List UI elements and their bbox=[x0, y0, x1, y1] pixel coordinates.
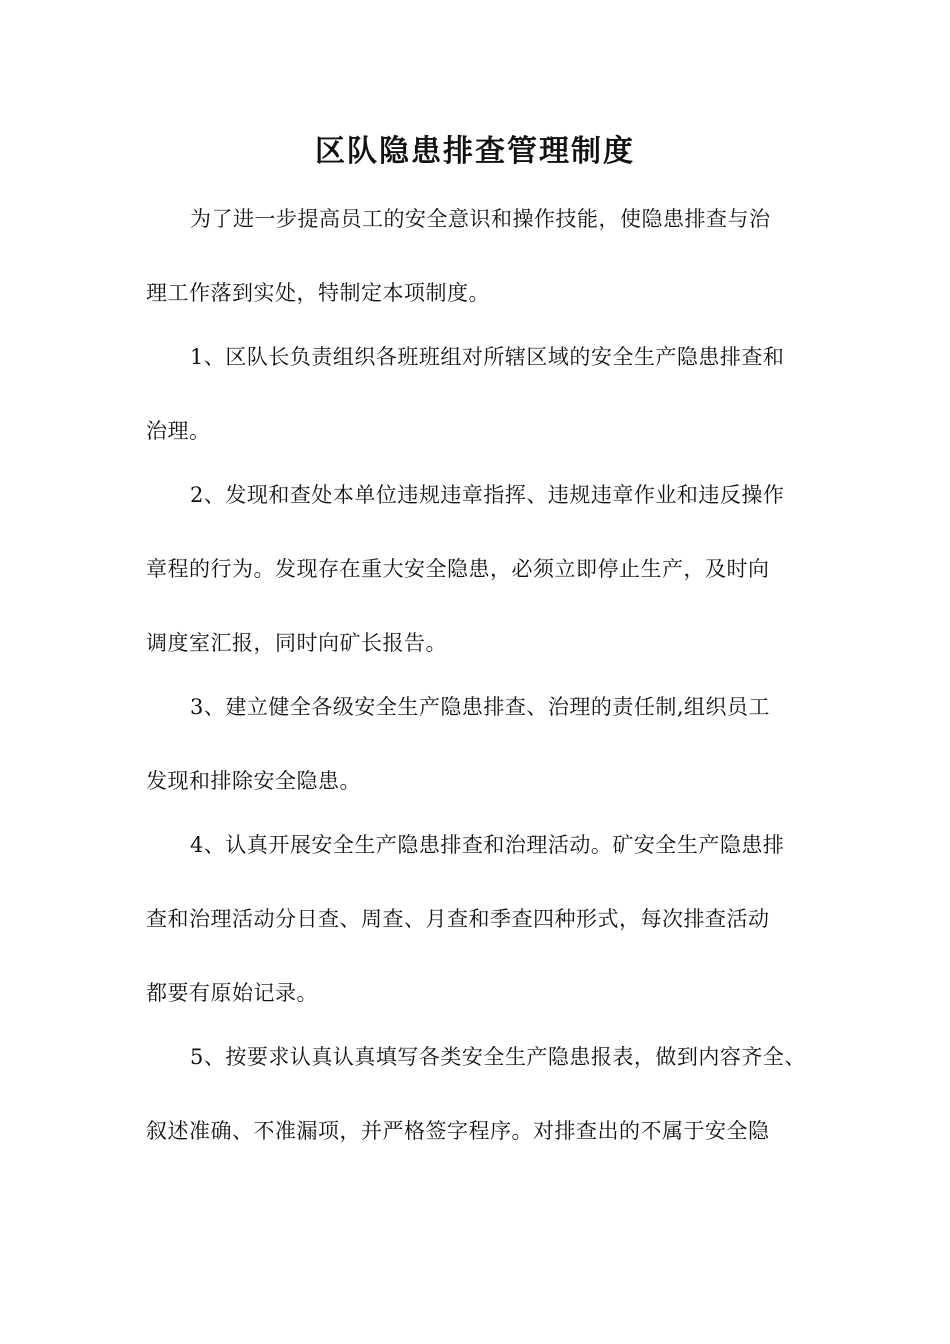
text-line: 4、认真开展安全生产隐患排查和治理活动。矿安全生产隐患排 bbox=[190, 833, 785, 857]
text-line: 调度室汇报，同时向矿长报告。 bbox=[146, 631, 447, 655]
text-line: 章程的行为。发现存在重大安全隐患，必须立即停止生产，及时向 bbox=[146, 557, 770, 581]
text-line: 治理。 bbox=[146, 419, 211, 443]
text-line: 叙述准确、不准漏项，并严格签字程序。对排查出的不属于安全隐 bbox=[146, 1119, 770, 1143]
text-line: 发现和排除安全隐患。 bbox=[146, 769, 361, 793]
text-line: 都要有原始记录。 bbox=[146, 981, 318, 1005]
text-line: 1、区队长负责组织各班班组对所辖区域的安全生产隐患排查和 bbox=[190, 345, 785, 369]
text-line: 为了进一步提高员工的安全意识和操作技能，使隐患排查与治 bbox=[190, 207, 771, 231]
text-line: 5、按要求认真认真填写各类安全生产隐患报表，做到内容齐全、 bbox=[190, 1045, 806, 1069]
text-line: 查和治理活动分日查、周查、月查和季查四种形式，每次排查活动 bbox=[146, 907, 770, 931]
text-line: 3、建立健全各级安全生产隐患排查、治理的责任制,组织员工 bbox=[190, 695, 771, 719]
text-line: 2、发现和查处本单位违规违章指挥、违规违章作业和违反操作 bbox=[190, 483, 785, 507]
document-title: 区队隐患排查管理制度 bbox=[315, 134, 635, 169]
text-line: 理工作落到实处，特制定本项制度。 bbox=[146, 281, 490, 305]
